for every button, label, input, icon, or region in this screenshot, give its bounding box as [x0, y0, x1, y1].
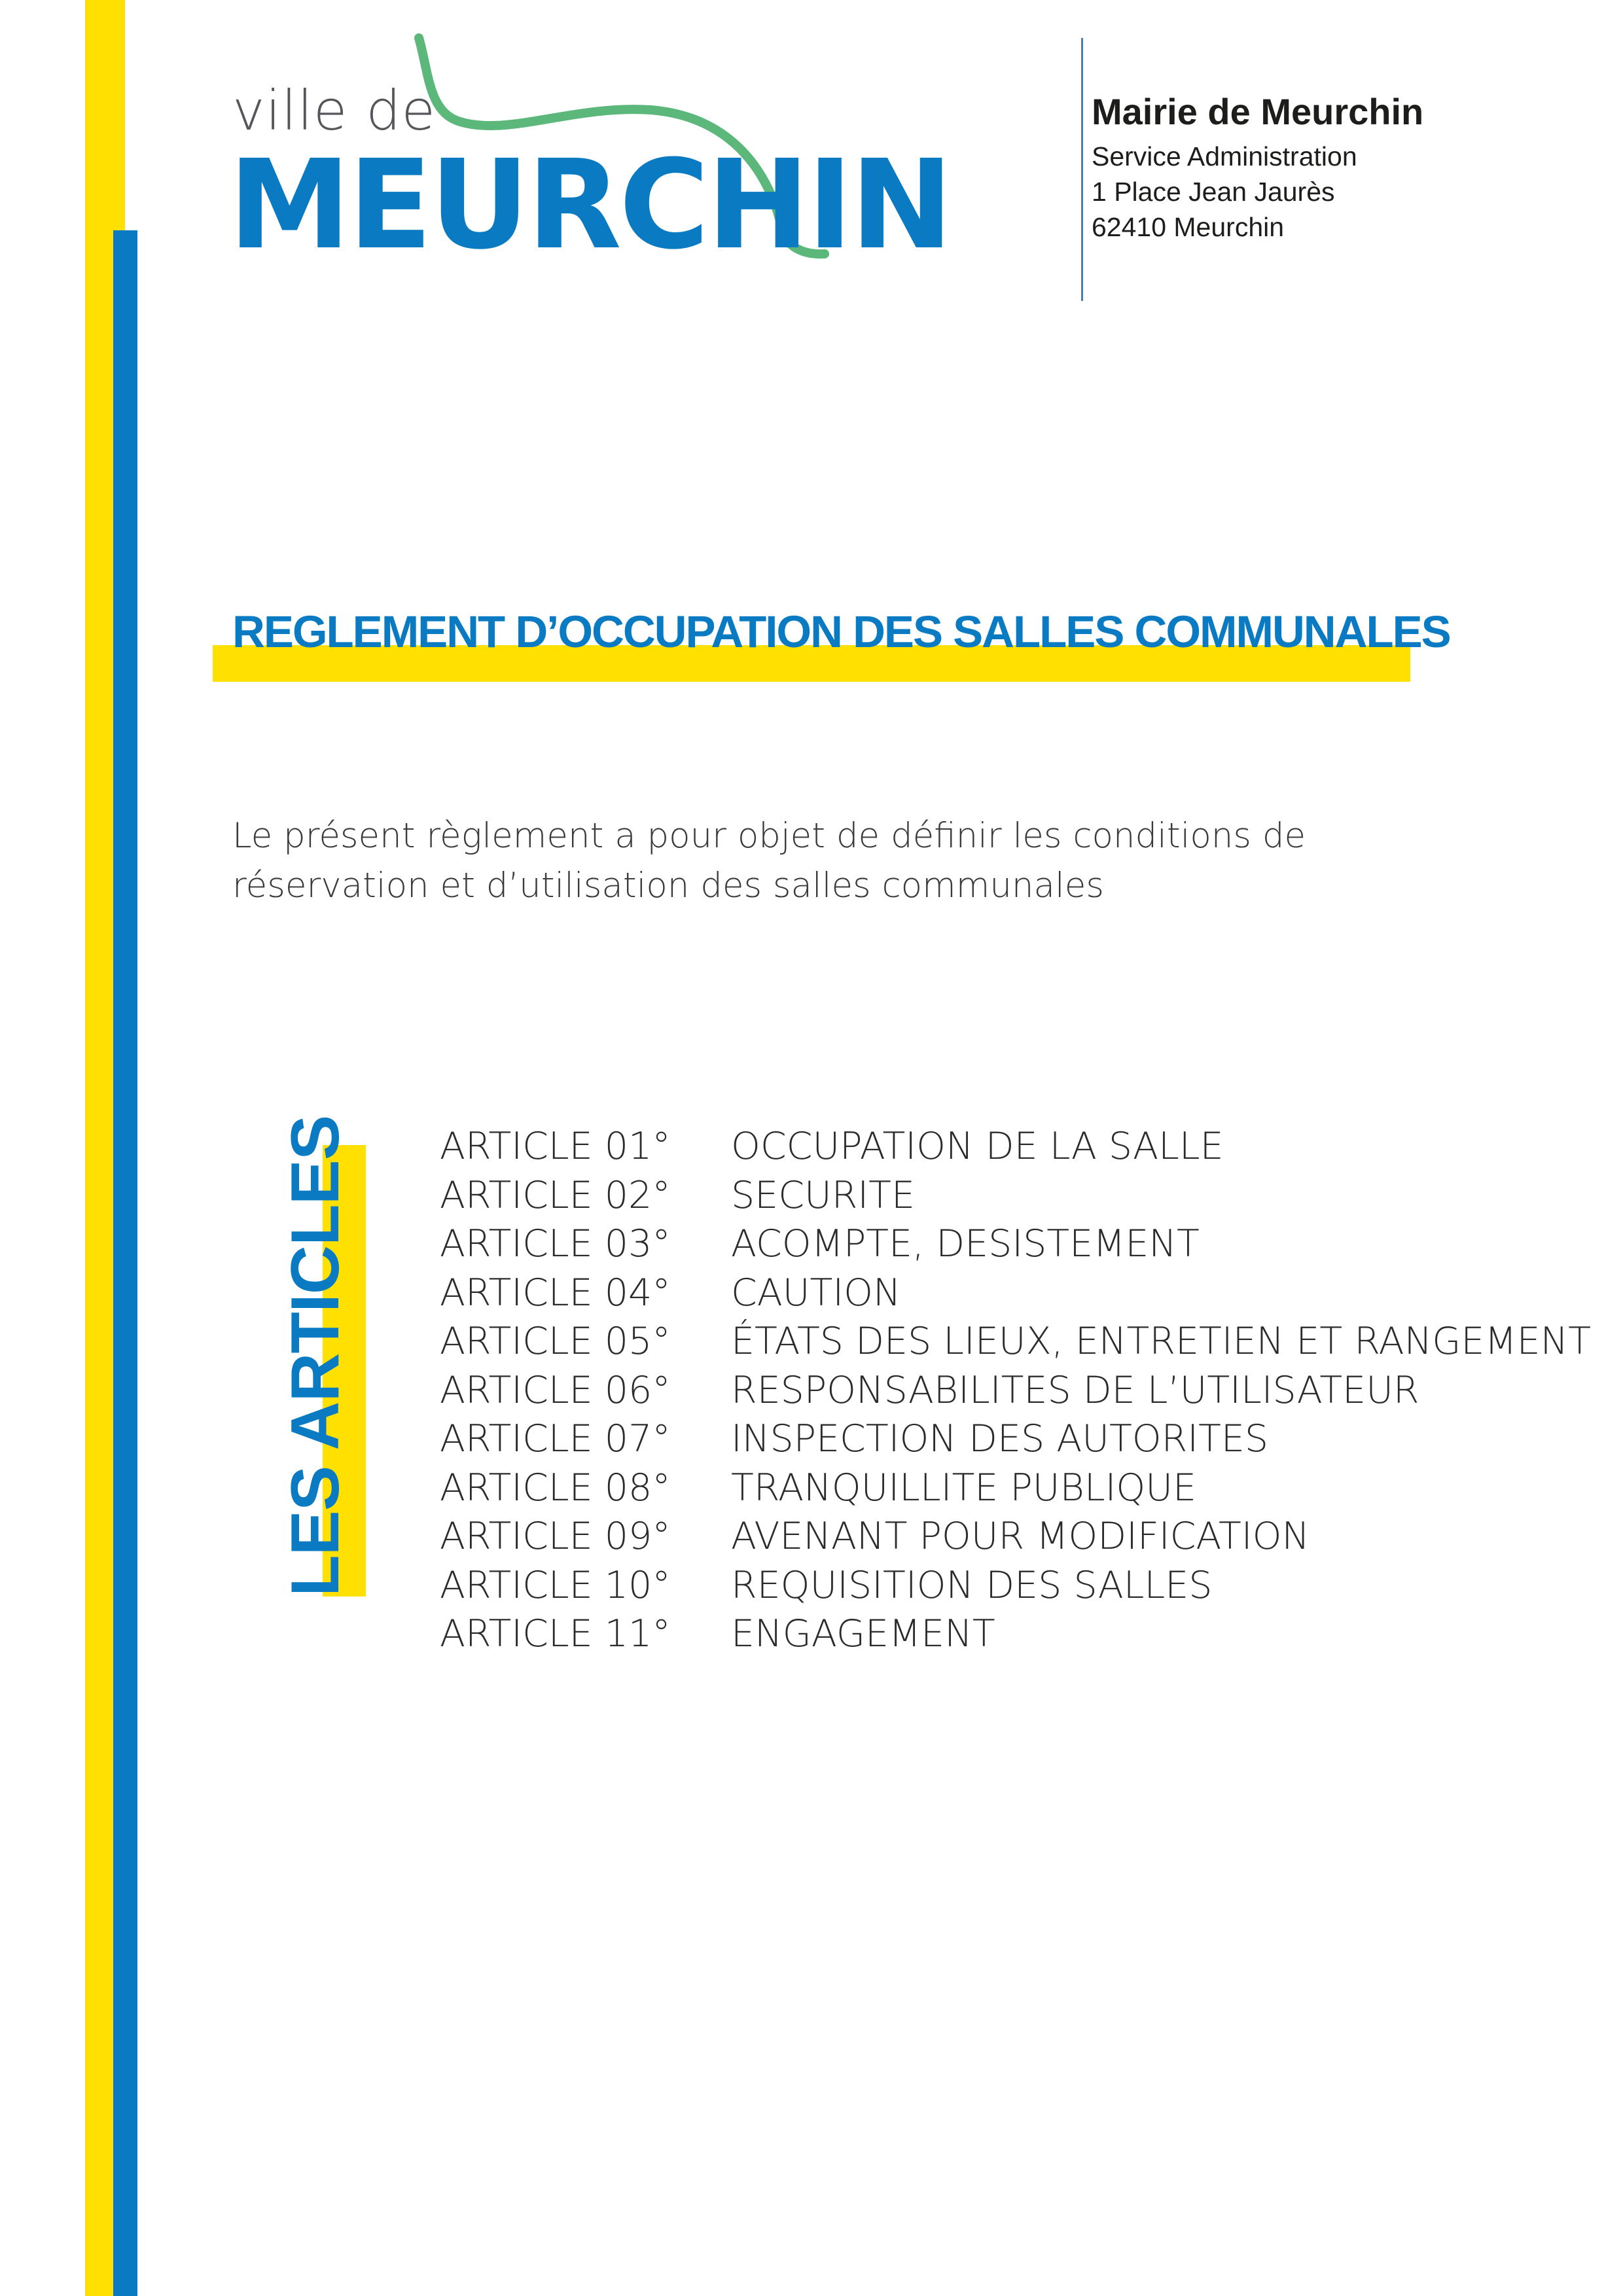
article-title: INSPECTION DES AUTORITES: [731, 1417, 1269, 1461]
article-number: ARTICLE 09°: [440, 1515, 671, 1559]
contact-street: 1 Place Jean Jaurès: [1092, 176, 1335, 207]
article-title: TRANQUILLITE PUBLIQUE: [731, 1466, 1196, 1510]
contact-city: 62410 Meurchin: [1092, 211, 1285, 242]
contact-divider: [1081, 38, 1083, 301]
list-item: [440, 1122, 1592, 1171]
article-title: AVENANT POUR MODIFICATION: [731, 1515, 1310, 1559]
article-number: ARTICLE 08°: [440, 1466, 671, 1510]
intro-paragraph: Le présent règlement a pour objet de définir les conditions de réservation et d’utilisation des salles communales: [232, 816, 1306, 906]
list-item: [440, 1464, 1592, 1513]
article-number: ARTICLE 06°: [440, 1368, 671, 1412]
logo-name: MEURCHIN: [228, 133, 951, 277]
document-title: REGLEMENT D’OCCUPATION DES SALLES COMMUNALES: [232, 607, 1450, 657]
article-number: ARTICLE 10°: [440, 1563, 671, 1607]
article-title: CAUTION: [731, 1271, 901, 1315]
list-item: [440, 1415, 1592, 1464]
list-item: [440, 1610, 1592, 1659]
list-item: [440, 1269, 1592, 1318]
list-item: [440, 1317, 1592, 1366]
article-title: RESPONSABILITES DE L’UTILISATEUR: [731, 1368, 1419, 1412]
article-title: REQUISITION DES SALLES: [731, 1563, 1213, 1607]
article-number: ARTICLE 04°: [440, 1271, 671, 1315]
contact-service: Service Administration: [1092, 141, 1357, 171]
article-title: ÉTATS DES LIEUX, ENTRETIEN ET RANGEMENT: [731, 1320, 1592, 1364]
logo-prefix: ville de: [232, 79, 437, 143]
list-item: [440, 1561, 1592, 1610]
contact-title: Mairie de Meurchin: [1092, 91, 1424, 132]
list-item: [440, 1220, 1592, 1269]
article-title: ENGAGEMENT: [731, 1612, 995, 1656]
list-item: [440, 1512, 1592, 1561]
logo: [228, 33, 951, 277]
blue-side-stripe: [113, 230, 137, 2296]
list-item: [440, 1171, 1592, 1220]
article-number: ARTICLE 07°: [440, 1417, 671, 1461]
articles-heading: LES ARTICLES: [277, 1115, 353, 1597]
article-title: OCCUPATION DE LA SALLE: [731, 1125, 1224, 1169]
article-title: SECURITE: [731, 1173, 915, 1217]
article-number: ARTICLE 05°: [440, 1320, 671, 1364]
contact-block: [1092, 92, 1550, 245]
article-number: ARTICLE 01°: [440, 1125, 671, 1169]
list-item: [440, 1366, 1592, 1415]
article-number: ARTICLE 02°: [440, 1173, 671, 1217]
article-list: [440, 1122, 1592, 1659]
article-number: ARTICLE 11°: [440, 1612, 671, 1656]
article-title: ACOMPTE, DESISTEMENT: [731, 1222, 1200, 1266]
article-number: ARTICLE 03°: [440, 1222, 671, 1266]
